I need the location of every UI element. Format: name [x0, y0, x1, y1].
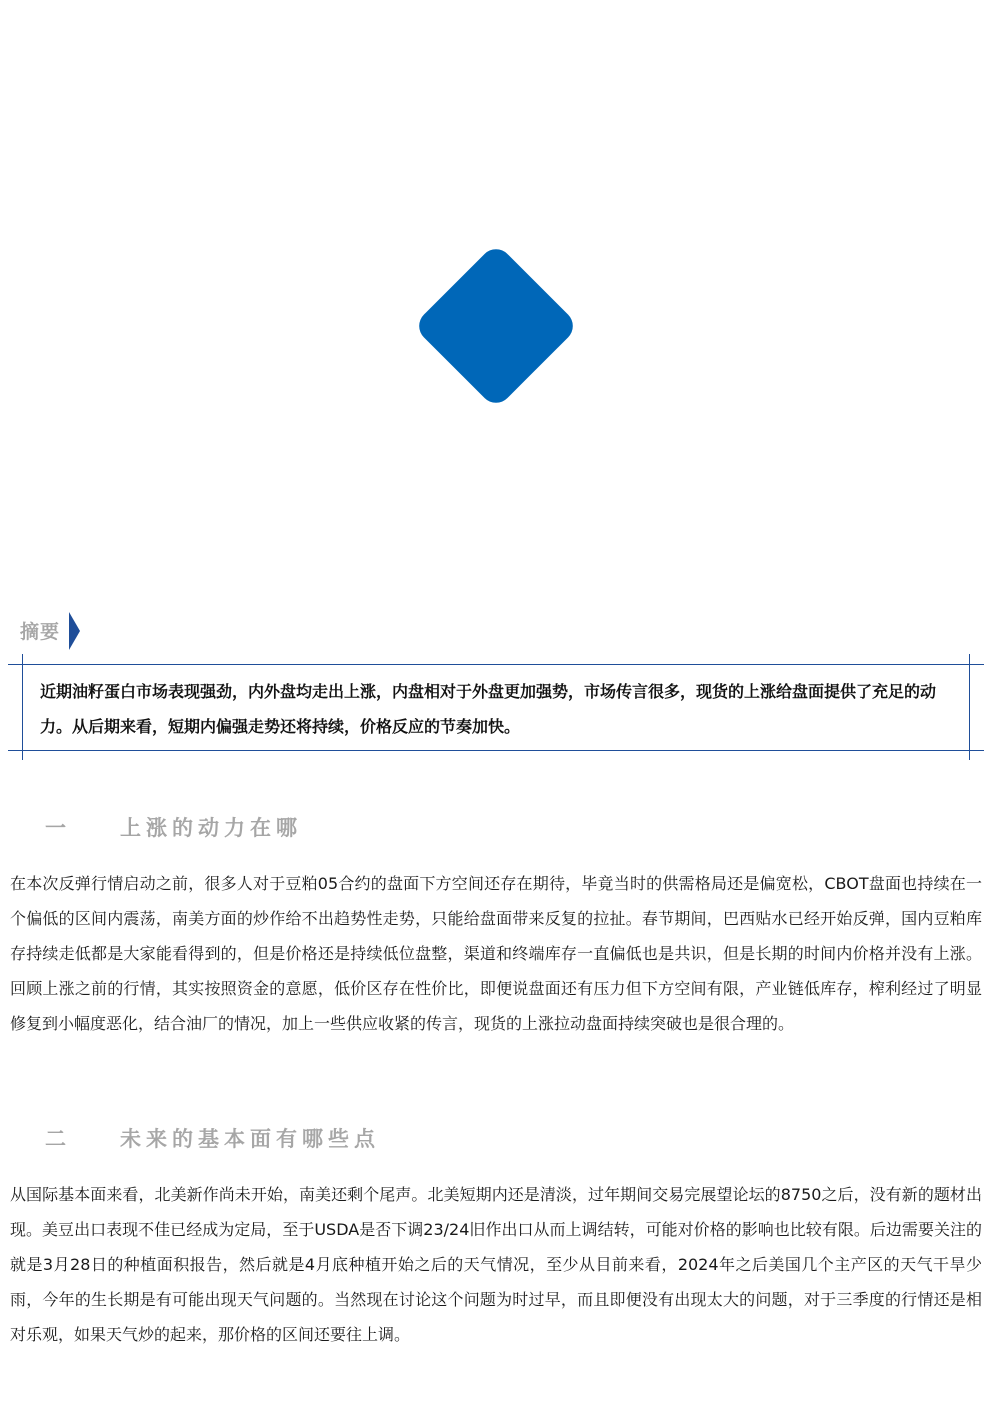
section-body-1: 在本次反弹行情启动之前，很多人对于豆粕05合约的盘面下方空间还存在期待，毕竟当时的供需格局还是偏宽松，CBOT盘面也持续在一个偏低的区间内震荡，南美方面的炒作给不出趋势性走势，只能给盘面带来反复的拉扯。春节期间，巴西贴水已经开始反弹，国内豆粕库存持续走低都是大家能看得到的，但是价格还是持续低位盘整，渠道和终端库存一直偏低也是共识，但是长期的时间内价格并没有上涨。回顾上涨之前的行情，其实按照资金的意愿，低价区存在性价比，即便说盘面还有压力但下方空间有限，产业链低库存，榨利经过了明显修复到小幅度恶化，结合油厂的情况，加上一些供应收紧的传言，现货的上涨拉动盘面持续突破也是很合理的。: [10, 874, 982, 1033]
section-title: 未来的基本面有哪些点: [120, 1127, 380, 1151]
logo-diamond-icon: [413, 243, 580, 410]
frame-bottom-rule: [8, 750, 984, 751]
section-number: 二: [45, 1127, 71, 1151]
section-title: 上涨的动力在哪: [120, 816, 302, 840]
section-heading-1: [45, 812, 302, 842]
arrow-right-icon: [69, 612, 80, 650]
abstract-label: 摘要: [20, 621, 61, 643]
frame-right-rule: [969, 654, 970, 760]
section-number: 一: [45, 816, 71, 840]
frame-top-rule: [8, 664, 984, 665]
abstract-text: 近期油籽蛋白市场表现强劲，内外盘均走出上涨，内盘相对于外盘更加强势，市场传言很多，现货的上涨给盘面提供了充足的动力。从后期来看，短期内偏强走势还将持续，价格反应的节奏加快。: [40, 682, 937, 736]
section-heading-2: [45, 1123, 380, 1153]
section-body-2: 从国际基本面来看，北美新作尚未开始，南美还剩个尾声。北美短期内还是清淡，过年期间交易完展望论坛的8750之后，没有新的题材出现。美豆出口表现不佳已经成为定局，至于USDA是否下调23/24旧作出口从而上调结转，可能对价格的影响也比较有限。后边需要关注的就是3月28日的种植面积报告，然后就是4月底种植开始之后的天气情况，至少从目前来看，2024年之后美国几个主产区的天气干旱少雨，今年的生长期是有可能出现天气问题的。当然现在讨论这个问题为时过早，而且即便没有出现太大的问题，对于三季度的行情还是相对乐观，如果天气炒的起来，那价格的区间还要往上调。: [10, 1185, 982, 1344]
frame-left-rule: [22, 654, 23, 760]
